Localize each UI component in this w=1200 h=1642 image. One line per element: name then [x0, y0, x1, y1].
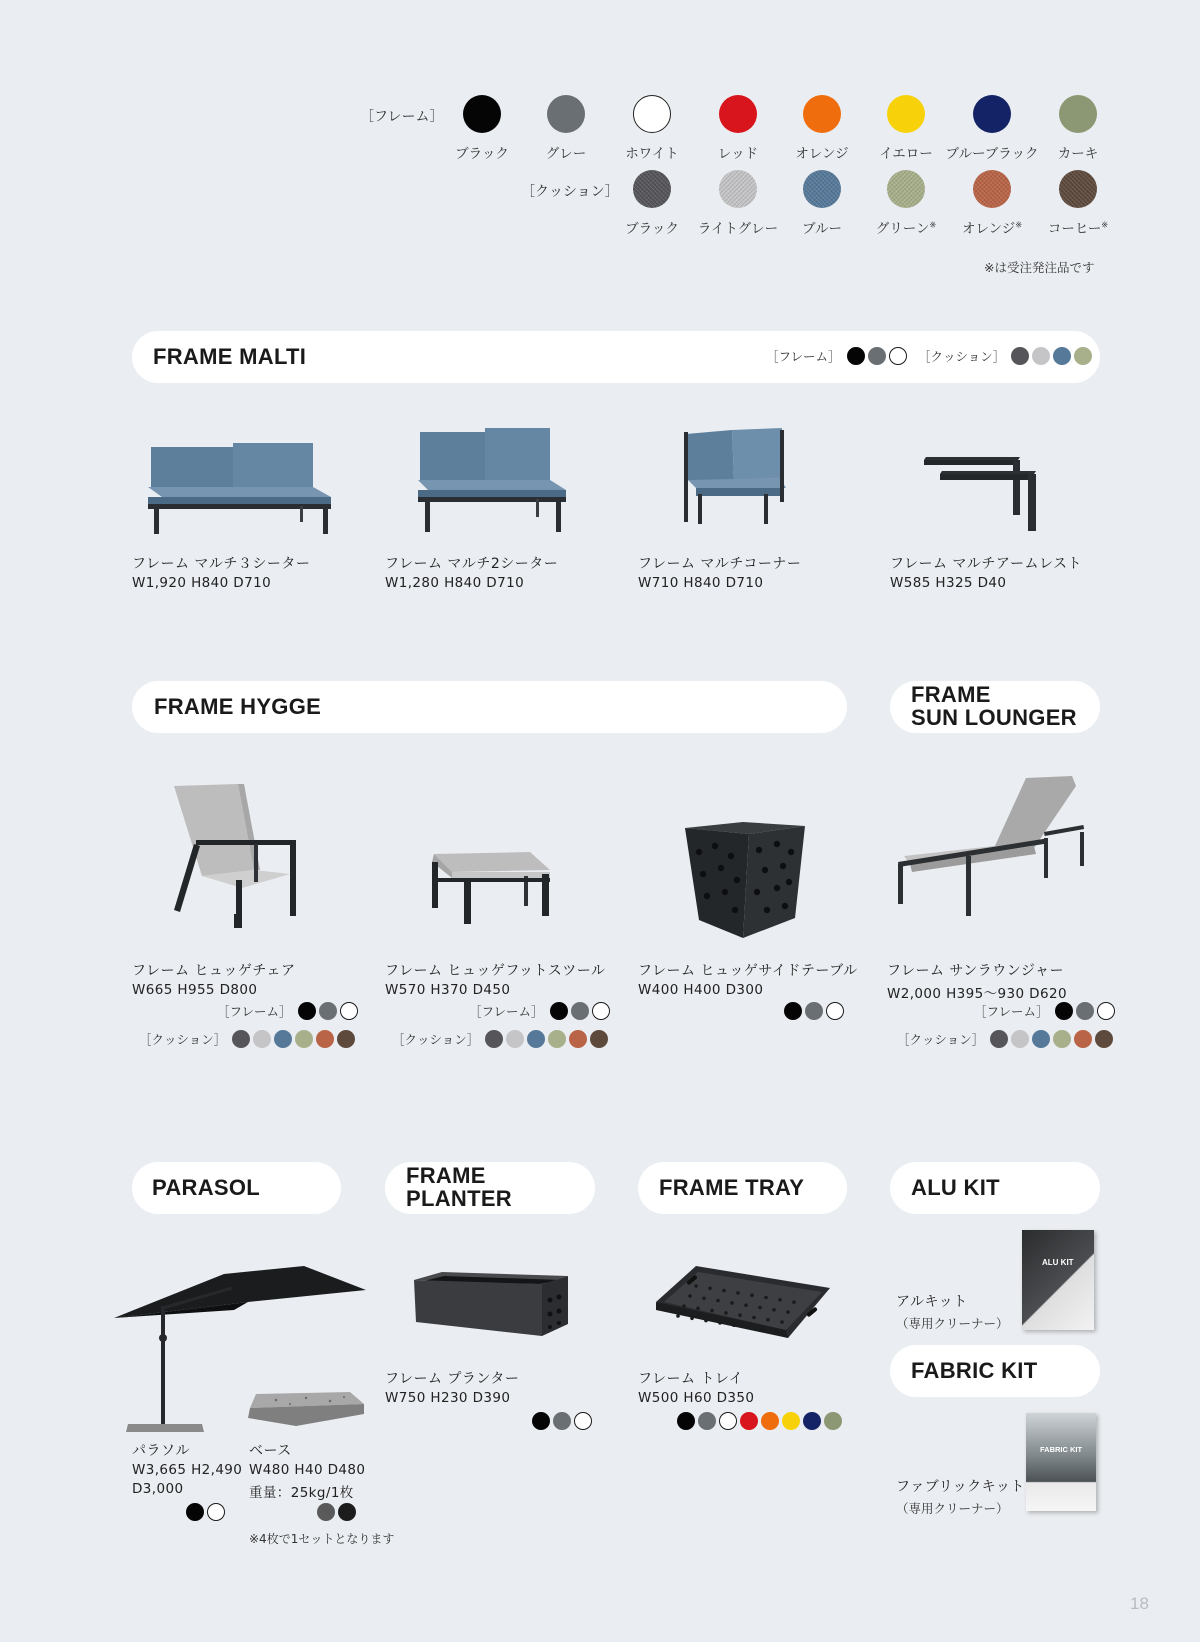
- color-dot: [698, 1412, 716, 1430]
- section-header-frame-planter: [385, 1162, 595, 1214]
- alu-kit-box-label: ALU KIT: [1042, 1258, 1074, 1267]
- section-title: FABRIC KIT: [911, 1358, 1038, 1383]
- product-name: フレーム マルチアームレスト: [890, 556, 1083, 572]
- product-dimensions: D3,000: [132, 1481, 184, 1497]
- frame-color-swatch: [547, 95, 585, 133]
- color-dot: [340, 1002, 358, 1020]
- color-dot: [569, 1030, 587, 1048]
- frame-color-swatch: [633, 95, 671, 133]
- color-dot: [719, 1412, 737, 1430]
- product-name: フレーム トレイ: [638, 1371, 744, 1387]
- frame-color-swatch: [803, 95, 841, 133]
- color-dot: [782, 1412, 800, 1430]
- frame-colors-label: ［フレーム］: [469, 1004, 544, 1019]
- cushion-color-name: ライトグレー: [697, 221, 779, 237]
- color-dot: [784, 1002, 802, 1020]
- color-dot: [990, 1030, 1008, 1048]
- color-dot: [1095, 1030, 1113, 1048]
- frame-colors-label: ［フレーム］: [766, 349, 841, 364]
- hygge-footstool-frame-colors: [469, 1001, 610, 1021]
- malti-armrest-image: [924, 457, 1038, 533]
- product-name: フレーム ヒュッゲチェア: [132, 963, 296, 979]
- color-dot: [506, 1030, 524, 1048]
- section-title: FRAME TRAY: [659, 1175, 805, 1200]
- malti-3seater-image: [148, 440, 332, 535]
- product-name: ファブリックキット: [896, 1479, 1025, 1495]
- frame-color-name: レッド: [717, 146, 759, 162]
- hygge-chair-image: [172, 784, 304, 930]
- frame-legend-label: ［フレーム］: [360, 109, 444, 125]
- frame-color-name: グレー: [545, 146, 587, 162]
- section-title: PARASOL: [152, 1175, 261, 1200]
- frame-color-name: イエロー: [879, 146, 933, 162]
- color-dot: [824, 1412, 842, 1430]
- hygge-footstool-image: [430, 852, 552, 926]
- color-dot: [847, 347, 865, 365]
- product-dimensions: W2,000 H395～930 D620: [887, 986, 1067, 1002]
- malti-cushion-colors: [918, 346, 1092, 366]
- color-dot: [889, 347, 907, 365]
- color-dot: [592, 1002, 610, 1020]
- cushion-legend-label: ［クッション］: [521, 184, 619, 200]
- page-number: 18: [1130, 1594, 1149, 1613]
- fabric-kit-box-image: [1026, 1413, 1096, 1511]
- cushion-color-swatch: [973, 170, 1011, 208]
- product-dimensions: W500 H60 D350: [638, 1390, 755, 1406]
- color-dot: [316, 1030, 334, 1048]
- color-dot: [274, 1030, 292, 1048]
- color-dot: [1076, 1002, 1094, 1020]
- planter-image: [412, 1272, 570, 1338]
- base-image: [246, 1392, 366, 1428]
- cushion-color-name: グリーン※: [875, 220, 937, 237]
- color-dot: [232, 1030, 250, 1048]
- frame-color-swatch: [973, 95, 1011, 133]
- color-dot: [1032, 347, 1050, 365]
- section-header-frame-sun-lounger: [890, 681, 1100, 733]
- product-dimensions: W3,665 H2,490: [132, 1462, 243, 1478]
- product-dimensions: W585 H325 D40: [890, 575, 1007, 591]
- base-colors: [317, 1502, 356, 1522]
- frame-colors-label: ［フレーム］: [974, 1004, 1049, 1019]
- cushion-colors-label: ［クッション］: [918, 349, 1006, 364]
- color-dot: [803, 1412, 821, 1430]
- frame-color-name: ブルーブラック: [945, 146, 1039, 162]
- product-dimensions: W665 H955 D800: [132, 982, 258, 998]
- tray-image: [656, 1266, 830, 1340]
- color-dot: [1074, 1030, 1092, 1048]
- color-dot: [319, 1002, 337, 1020]
- color-dot: [574, 1412, 592, 1430]
- product-name: フレーム マルチコーナー: [638, 556, 802, 572]
- color-dot: [571, 1002, 589, 1020]
- product-name: フレーム マルチ2シーター: [385, 556, 559, 572]
- color-dot: [1053, 1030, 1071, 1048]
- product-name: フレーム マルチ３シーター: [132, 556, 311, 572]
- color-dot: [298, 1002, 316, 1020]
- product-name: アルキット: [896, 1294, 968, 1310]
- color-dot: [1011, 1030, 1029, 1048]
- product-dimensions: W570 H370 D450: [385, 982, 511, 998]
- color-dot: [826, 1002, 844, 1020]
- malti-corner-image: [682, 428, 790, 528]
- frame-color-swatch: [887, 95, 925, 133]
- planter-colors: [532, 1411, 592, 1431]
- color-dot: [868, 347, 886, 365]
- product-dimensions: W710 H840 D710: [638, 575, 764, 591]
- color-dot: [532, 1412, 550, 1430]
- product-name: ベース: [249, 1443, 292, 1459]
- cushion-color-swatch: [887, 170, 925, 208]
- color-dot: [1074, 347, 1092, 365]
- product-dimensions: W480 H40 D480: [249, 1462, 366, 1478]
- frame-color-swatch: [1059, 95, 1097, 133]
- hygge-sidetable-frame-colors: [784, 1001, 844, 1021]
- frame-colors-label: ［フレーム］: [217, 1004, 292, 1019]
- frame-color-name: ブラック: [455, 146, 509, 162]
- cushion-colors-label: ［クッション］: [139, 1032, 227, 1047]
- color-dot: [677, 1412, 695, 1430]
- cushion-color-swatch: [633, 170, 671, 208]
- color-dot: [1011, 347, 1029, 365]
- section-title: FRAME HYGGE: [154, 694, 322, 719]
- cushion-color-name: ブラック: [625, 221, 679, 237]
- section-header-frame-malti: [132, 331, 1100, 383]
- sun-lounger-frame-colors: [974, 1001, 1115, 1021]
- product-subtitle: （専用クリーナー）: [896, 1316, 1009, 1331]
- malti-2seater-image: [418, 426, 568, 534]
- color-dot: [1032, 1030, 1050, 1048]
- section-title-line2: SUN LOUNGER: [911, 705, 1077, 730]
- product-dimensions: W400 H400 D300: [638, 982, 764, 998]
- legend-note: ※は受注発注品です: [984, 260, 1095, 275]
- cushion-color-swatch: [719, 170, 757, 208]
- section-title: ALU KIT: [911, 1175, 1000, 1200]
- frame-color-name: ホワイト: [625, 146, 679, 162]
- frame-color-name: オレンジ: [795, 146, 849, 162]
- color-dot: [317, 1503, 335, 1521]
- cushion-color-swatch: [1059, 170, 1097, 208]
- cushion-colors-label: ［クッション］: [392, 1032, 480, 1047]
- section-header-fabric-kit: [890, 1345, 1100, 1397]
- product-dimensions: W1,920 H840 D710: [132, 575, 272, 591]
- product-subtitle: （専用クリーナー）: [896, 1501, 1009, 1516]
- cushion-color-name: オレンジ※: [961, 220, 1023, 237]
- color-dot: [740, 1412, 758, 1430]
- section-header-frame-tray: [638, 1162, 847, 1214]
- color-dot: [590, 1030, 608, 1048]
- product-dimensions: W750 H230 D390: [385, 1390, 511, 1406]
- color-dot: [253, 1030, 271, 1048]
- product-weight: 重量：25kg/1枚: [249, 1485, 354, 1501]
- color-dot: [207, 1503, 225, 1521]
- section-title-line1: FRAME: [406, 1163, 486, 1188]
- product-name: フレーム サンラウンジャー: [887, 963, 1065, 979]
- tray-colors: [677, 1411, 842, 1431]
- color-dot: [550, 1002, 568, 1020]
- color-dot: [1055, 1002, 1073, 1020]
- cushion-color-name: コーヒー※: [1047, 220, 1109, 237]
- parasol-colors: [186, 1502, 225, 1522]
- color-dot: [485, 1030, 503, 1048]
- product-name: フレーム プランター: [385, 1371, 520, 1387]
- fabric-kit-box-label: FABRIC KIT: [1040, 1445, 1083, 1454]
- malti-frame-colors: [766, 346, 907, 366]
- alu-kit-box-image: [1022, 1230, 1094, 1330]
- color-dot: [527, 1030, 545, 1048]
- product-name: パラソル: [132, 1443, 190, 1459]
- color-dot: [548, 1030, 566, 1048]
- sun-lounger-image: [896, 776, 1088, 928]
- hygge-sidetable-image: [685, 822, 807, 940]
- frame-color-swatch: [719, 95, 757, 133]
- frame-color-swatch: [463, 95, 501, 133]
- hygge-chair-frame-colors: [217, 1001, 358, 1021]
- color-dot: [337, 1030, 355, 1048]
- product-dimensions: W1,280 H840 D710: [385, 575, 525, 591]
- cushion-color-swatch: [803, 170, 841, 208]
- color-dot: [338, 1503, 356, 1521]
- color-dot: [761, 1412, 779, 1430]
- color-dot: [295, 1030, 313, 1048]
- section-title-line1: FRAME: [911, 682, 991, 707]
- hygge-chair-cushion-colors: [139, 1029, 355, 1049]
- section-title-line2: PLANTER: [406, 1186, 512, 1211]
- product-name: フレーム ヒュッゲサイドテーブル: [638, 963, 858, 979]
- product-name: フレーム ヒュッゲフットスツール: [385, 963, 606, 979]
- color-dot: [1053, 347, 1071, 365]
- sun-lounger-cushion-colors: [897, 1029, 1113, 1049]
- section-title: FRAME MALTI: [153, 344, 307, 369]
- color-dot: [1097, 1002, 1115, 1020]
- base-note: ※4枚で1セットとなります: [249, 1532, 395, 1546]
- section-header-frame-hygge: [132, 681, 847, 733]
- hygge-footstool-cushion-colors: [392, 1029, 608, 1049]
- color-dot: [186, 1503, 204, 1521]
- cushion-color-name: ブルー: [802, 221, 842, 237]
- section-header-alu-kit: [890, 1162, 1100, 1214]
- color-dot: [553, 1412, 571, 1430]
- frame-color-name: カーキ: [1057, 146, 1099, 162]
- section-header-parasol: [132, 1162, 341, 1214]
- color-dot: [805, 1002, 823, 1020]
- cushion-colors-label: ［クッション］: [897, 1032, 985, 1047]
